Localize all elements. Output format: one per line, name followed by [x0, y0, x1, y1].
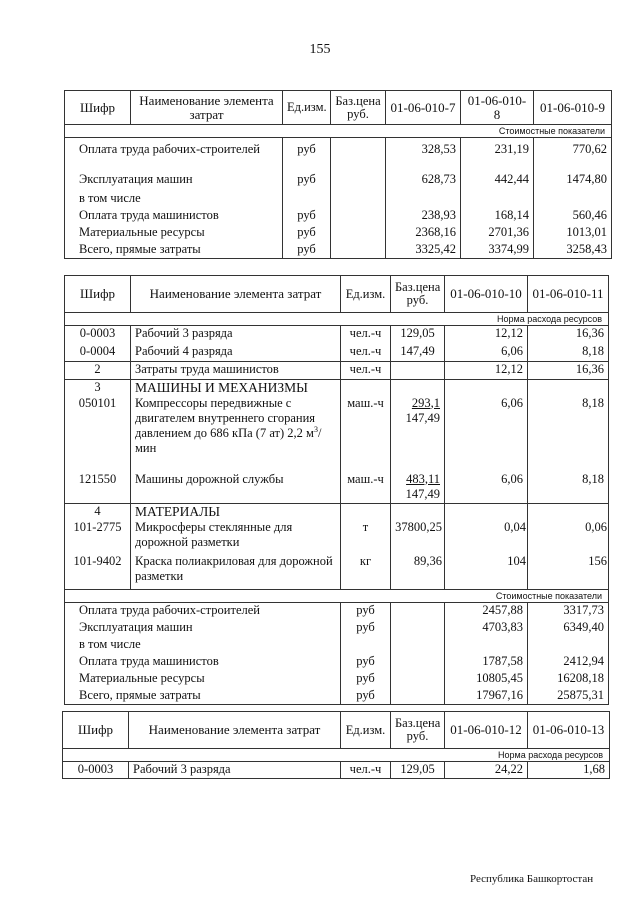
header-col-7: 01-06-010-7 — [386, 91, 461, 125]
header-code: Шифр — [63, 712, 129, 749]
header-price: Баз.цена руб. — [391, 276, 445, 313]
resource-table-3 — [62, 711, 610, 779]
table-row: Оплата труда рабочих-строителей руб 328,53 231,19 770,62 — [65, 138, 612, 172]
table-row: Эксплуатация машин руб 4703,83 6349,40 — [65, 620, 609, 637]
header-name: Наименование элемента затрат — [129, 712, 341, 749]
header-unit: Ед.изм. — [341, 276, 391, 313]
resource-table-2 — [64, 275, 609, 705]
table-row: Материальные ресурсы руб 10805,45 16208,18 — [65, 671, 609, 688]
table-row: Оплата труда машинистов руб 238,93 168,14 560,46 — [65, 208, 612, 225]
table-row: 0-0003 Рабочий 3 разряда чел.-ч 129,05 24,22 1,68 — [63, 762, 610, 779]
header-col-9: 01-06-010-9 — [534, 91, 612, 125]
header-price: Баз.цена руб. — [391, 712, 445, 749]
table-row: Материальные ресурсы руб 2368,16 2701,36 1013,01 — [65, 225, 612, 242]
header-col-10: 01-06-010-10 — [445, 276, 528, 313]
table-row: в том числе — [65, 191, 612, 208]
table-row: 101-2775 Микросферы стеклянные для дорожной разметки т 37800,25 0,04 0,06 — [65, 520, 609, 554]
header-unit: Ед.изм. — [341, 712, 391, 749]
table-row: 2 Затраты труда машинистов чел.-ч 12,12 16,36 — [65, 362, 609, 380]
header-price: Баз.цена руб. — [331, 91, 386, 125]
table-row: Эксплуатация машин руб 628,73 442,44 1474,80 — [65, 172, 612, 191]
table-row: 0-0004 Рабочий 4 разряда чел.-ч 147,49 6,06 8,18 — [65, 344, 609, 362]
header-col-8: 01-06-010-8 — [461, 91, 534, 125]
header-col-12: 01-06-010-12 — [445, 712, 528, 749]
header-row — [65, 276, 609, 313]
header-name: Наименование элемента затрат — [131, 276, 341, 313]
table-row: Всего, прямые затраты руб 3325,42 3374,99 3258,43 — [65, 242, 612, 259]
header-row — [63, 712, 610, 749]
header-col-11: 01-06-010-11 — [528, 276, 609, 313]
header-col-13: 01-06-010-13 — [528, 712, 610, 749]
table-row: 101-9402 Краска полиакриловая для дорожной разметки кг 89,36 104 156 — [65, 554, 609, 590]
page-number: 155 — [309, 42, 331, 57]
header-unit: Ед.изм. — [283, 91, 331, 125]
table-row: Оплата труда машинистов руб 1787,58 2412,94 — [65, 654, 609, 671]
table-row: 050101 Компрессоры передвижные с двигателем внутреннего сгорания давлением до 686 кПа (7 ат) 2,2 $м^3$/мин маш.-ч 293,1 147,49 6,06 8,18 — [65, 396, 609, 472]
header-code: Шифр — [65, 276, 131, 313]
header-row — [65, 91, 612, 125]
group-row-machines: 3 МАШИНЫ И МЕХАНИЗМЫ — [65, 380, 609, 396]
page-footer-region: Республика Башкортостан — [470, 873, 594, 885]
table-row: 0-0003 Рабочий 3 разряда чел.-ч 129,05 12,12 16,36 — [65, 326, 609, 344]
section-resource-norms: Норма расхода ресурсов — [63, 749, 610, 762]
table-row: 121550 Машины дорожной службы маш.-ч 483,11 147,49 6,06 8,18 — [65, 472, 609, 504]
table-row: Оплата труда рабочих-строителей руб 2457,88 3317,73 — [65, 603, 609, 620]
table-row: в том числе — [65, 637, 609, 654]
header-name: Наименование элемента затрат — [131, 91, 283, 125]
header-code: Шифр — [65, 91, 131, 125]
cost-table-1 — [64, 90, 612, 259]
section-cost-indicators: Стоимостные показатели — [65, 125, 612, 138]
section-resource-norms: Норма расхода ресурсов — [65, 313, 609, 326]
section-cost-indicators: Стоимостные показатели — [65, 590, 609, 603]
group-row-materials: 4 МАТЕРИАЛЫ — [65, 504, 609, 520]
table-row: Всего, прямые затраты руб 17967,16 25875,31 — [65, 688, 609, 705]
